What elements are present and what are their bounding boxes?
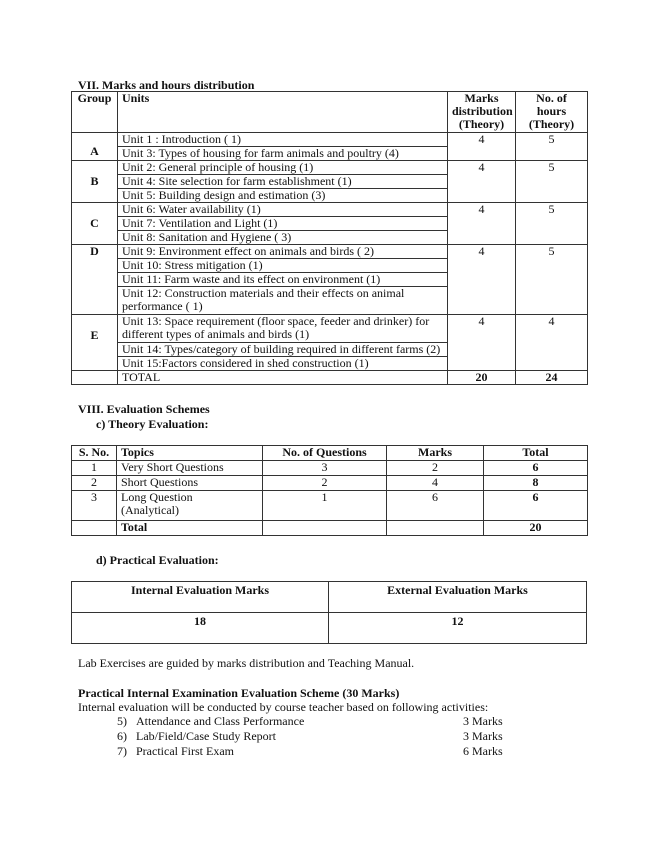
marks-cell: 4 xyxy=(387,476,484,491)
table-row xyxy=(72,203,588,217)
table-header-row xyxy=(72,92,588,133)
item-marks: 3 Marks xyxy=(463,714,503,728)
unit-cell: Unit 1 : Introduction ( 1) xyxy=(118,133,448,147)
total-cell: 6 xyxy=(484,491,588,521)
section-7-title: VII. Marks and hours distribution xyxy=(78,78,255,92)
internal-scheme-intro: Internal evaluation will be conducted by course teacher based on following activities: xyxy=(78,700,489,714)
table-row xyxy=(72,315,588,343)
table-header-row xyxy=(72,446,588,461)
total-marks: 20 xyxy=(448,371,516,385)
table-row xyxy=(72,461,588,476)
unit-cell: Unit 12: Construction materials and their effects on animal performance ( 1) xyxy=(118,287,448,315)
group-cell: C xyxy=(72,203,118,245)
unit-cell: Unit 15:Factors considered in shed construction (1) xyxy=(118,357,448,371)
topic-cell: Short Questions xyxy=(117,476,263,491)
unit-cell: Unit 3: Types of housing for farm animals and poultry (4) xyxy=(118,147,448,161)
list-item xyxy=(117,744,503,759)
topic-cell: Very Short Questions xyxy=(117,461,263,476)
sno-cell: 1 xyxy=(72,461,117,476)
marks-cell: 4 xyxy=(448,315,516,371)
header-marks: Marks distribution (Theory) xyxy=(448,92,516,133)
header-sno: S. No. xyxy=(72,446,117,461)
table-row xyxy=(72,161,588,175)
table-row xyxy=(72,133,588,147)
header-hours: No. of hours (Theory) xyxy=(516,92,588,133)
section-8-title: VIII. Evaluation Schemes xyxy=(78,402,210,416)
marks-hours-table xyxy=(71,91,588,385)
total-label: Total xyxy=(117,521,263,536)
empty-cell xyxy=(263,521,387,536)
questions-cell: 1 xyxy=(263,491,387,521)
theory-evaluation-table xyxy=(71,445,588,536)
unit-cell: Unit 6: Water availability (1) xyxy=(118,203,448,217)
hours-cell: 5 xyxy=(516,245,588,315)
list-item xyxy=(117,729,503,744)
header-total: Total xyxy=(484,446,588,461)
unit-cell: Unit 7: Ventilation and Light (1) xyxy=(118,217,448,231)
practical-evaluation-table xyxy=(71,581,587,644)
external-marks-value: 12 xyxy=(329,613,587,644)
total-cell: 6 xyxy=(484,461,588,476)
group-cell: B xyxy=(72,161,118,203)
header-questions: No. of Questions xyxy=(263,446,387,461)
header-topics: Topics xyxy=(117,446,263,461)
empty-cell xyxy=(72,371,118,385)
marks-cell: 2 xyxy=(387,461,484,476)
practical-evaluation-title: d) Practical Evaluation: xyxy=(96,553,219,567)
header-internal: Internal Evaluation Marks xyxy=(72,582,329,613)
header-marks: Marks xyxy=(387,446,484,461)
table-row xyxy=(72,491,588,521)
item-marks: 6 Marks xyxy=(463,744,503,758)
marks-cell: 4 xyxy=(448,245,516,315)
total-cell: 8 xyxy=(484,476,588,491)
unit-cell: Unit 13: Space requirement (floor space, feeder and drinker) for different types of animals and birds (1) xyxy=(118,315,448,343)
table-row xyxy=(72,245,588,259)
questions-cell: 2 xyxy=(263,476,387,491)
total-hours: 24 xyxy=(516,371,588,385)
marks-cell: 4 xyxy=(448,133,516,161)
header-external: External Evaluation Marks xyxy=(329,582,587,613)
unit-cell: Unit 11: Farm waste and its effect on environment (1) xyxy=(118,273,448,287)
item-number: 7) xyxy=(117,744,127,758)
unit-cell: Unit 10: Stress mitigation (1) xyxy=(118,259,448,273)
unit-cell: Unit 5: Building design and estimation (3) xyxy=(118,189,448,203)
total-row xyxy=(72,521,588,536)
theory-evaluation-title: c) Theory Evaluation: xyxy=(96,417,209,431)
unit-cell: Unit 9: Environment effect on animals and birds ( 2) xyxy=(118,245,448,259)
total-row xyxy=(72,371,588,385)
item-number: 5) xyxy=(117,714,127,728)
internal-scheme-title: Practical Internal Examination Evaluation Scheme (30 Marks) xyxy=(78,686,400,700)
marks-cell: 4 xyxy=(448,203,516,245)
group-cell: D xyxy=(72,245,118,315)
item-marks: 3 Marks xyxy=(463,729,503,743)
total-value: 20 xyxy=(484,521,588,536)
hours-cell: 4 xyxy=(516,315,588,371)
unit-cell: Unit 4: Site selection for farm establishment (1) xyxy=(118,175,448,189)
group-cell: E xyxy=(72,315,118,371)
marks-cell: 4 xyxy=(448,161,516,203)
sno-cell: 3 xyxy=(72,491,117,521)
group-cell: A xyxy=(72,133,118,161)
topic-cell: Long Question (Analytical) xyxy=(117,491,263,521)
empty-cell xyxy=(387,521,484,536)
header-units: Units xyxy=(118,92,448,133)
list-item xyxy=(117,714,503,729)
marks-cell: 6 xyxy=(387,491,484,521)
item-label: Lab/Field/Case Study Report xyxy=(136,729,276,743)
hours-cell: 5 xyxy=(516,203,588,245)
questions-cell: 3 xyxy=(263,461,387,476)
internal-marks-value: 18 xyxy=(72,613,329,644)
empty-cell xyxy=(72,521,117,536)
table-row xyxy=(72,476,588,491)
item-number: 6) xyxy=(117,729,127,743)
hours-cell: 5 xyxy=(516,161,588,203)
header-group: Group xyxy=(72,92,118,133)
item-label: Practical First Exam xyxy=(136,744,234,758)
unit-cell: Unit 2: General principle of housing (1) xyxy=(118,161,448,175)
item-label: Attendance and Class Performance xyxy=(136,714,305,728)
unit-cell: Unit 14: Types/category of building required in different farms (2) xyxy=(118,343,448,357)
table-row xyxy=(72,613,587,644)
sno-cell: 2 xyxy=(72,476,117,491)
lab-note: Lab Exercises are guided by marks distribution and Teaching Manual. xyxy=(78,656,415,670)
unit-cell: Unit 8: Sanitation and Hygiene ( 3) xyxy=(118,231,448,245)
table-header-row xyxy=(72,582,587,613)
total-label: TOTAL xyxy=(118,371,448,385)
hours-cell: 5 xyxy=(516,133,588,161)
